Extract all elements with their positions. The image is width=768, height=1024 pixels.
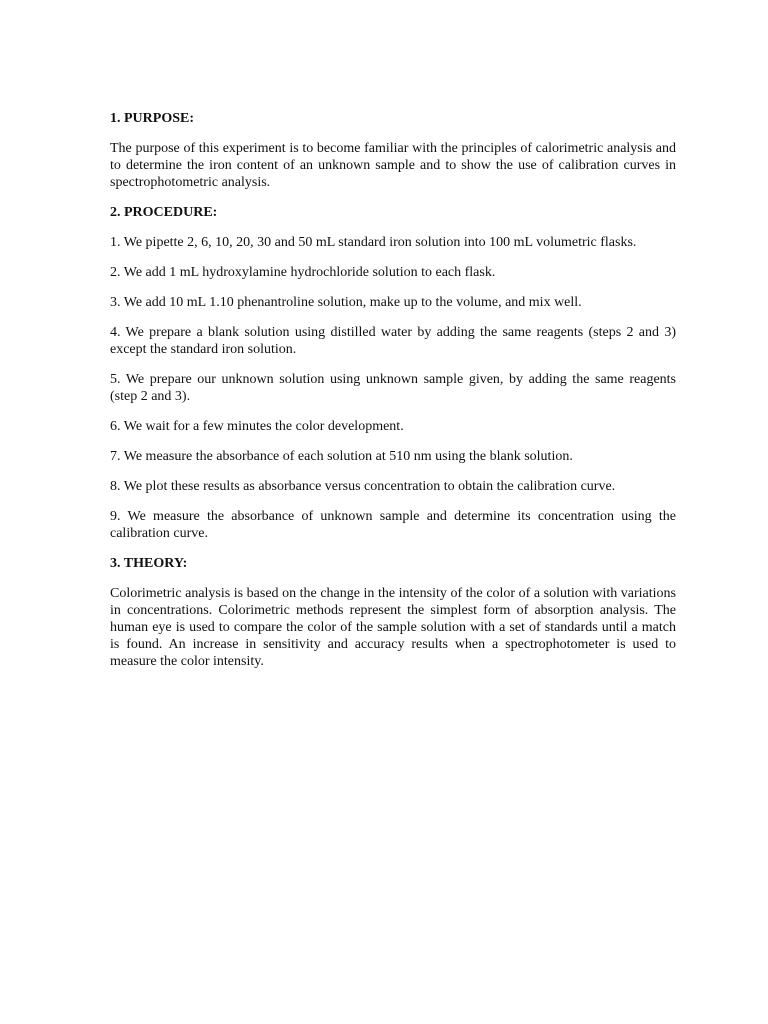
procedure-step-6: 6. We wait for a few minutes the color development. <box>110 419 404 434</box>
procedure-step-9: 9. We measure the absorbance of unknown sample and determine its concentration using the calibration curve. <box>110 509 676 541</box>
procedure-step-1: 1. We pipette 2, 6, 10, 20, 30 and 50 mL standard iron solution into 100 mL volumetric flasks. <box>110 235 637 250</box>
procedure-step-2: 2. We add 1 mL hydroxylamine hydrochloride solution to each flask. <box>110 265 496 280</box>
procedure-step-4: 4. We prepare a blank solution using distilled water by adding the same reagents (steps 2 and 3) except the standard iron solution. <box>110 325 676 357</box>
procedure-heading: 2. PROCEDURE: <box>110 205 218 220</box>
purpose-paragraph: The purpose of this experiment is to become familiar with the principles of calorimetric analysis and to determine the iron content of an unknown sample and to show the use of calibration curves in spectrophotometric analysis. <box>110 141 676 190</box>
document-page <box>110 110 676 683</box>
procedure-step-7: 7. We measure the absorbance of each solution at 510 nm using the blank solution. <box>110 449 573 464</box>
theory-paragraph: Colorimetric analysis is based on the change in the intensity of the color of a solution with variations in concentrations. Colorimetric methods represent the simplest form of absorption analysis. The human eye is used to compare the color of the sample solution with a set of standards until a match is found. An increase in sensitivity and accuracy results when a spectrophotometer is used to measure the color intensity. <box>110 586 676 669</box>
procedure-step-3: 3. We add 10 mL 1.10 phenantroline solution, make up to the volume, and mix well. <box>110 295 582 310</box>
procedure-step-5: 5. We prepare our unknown solution using unknown sample given, by adding the same reagents (step 2 and 3). <box>110 372 676 404</box>
purpose-heading: 1. PURPOSE: <box>110 111 194 126</box>
procedure-step-8: 8. We plot these results as absorbance versus concentration to obtain the calibration curve. <box>110 479 616 494</box>
theory-heading: 3. THEORY: <box>110 556 188 571</box>
